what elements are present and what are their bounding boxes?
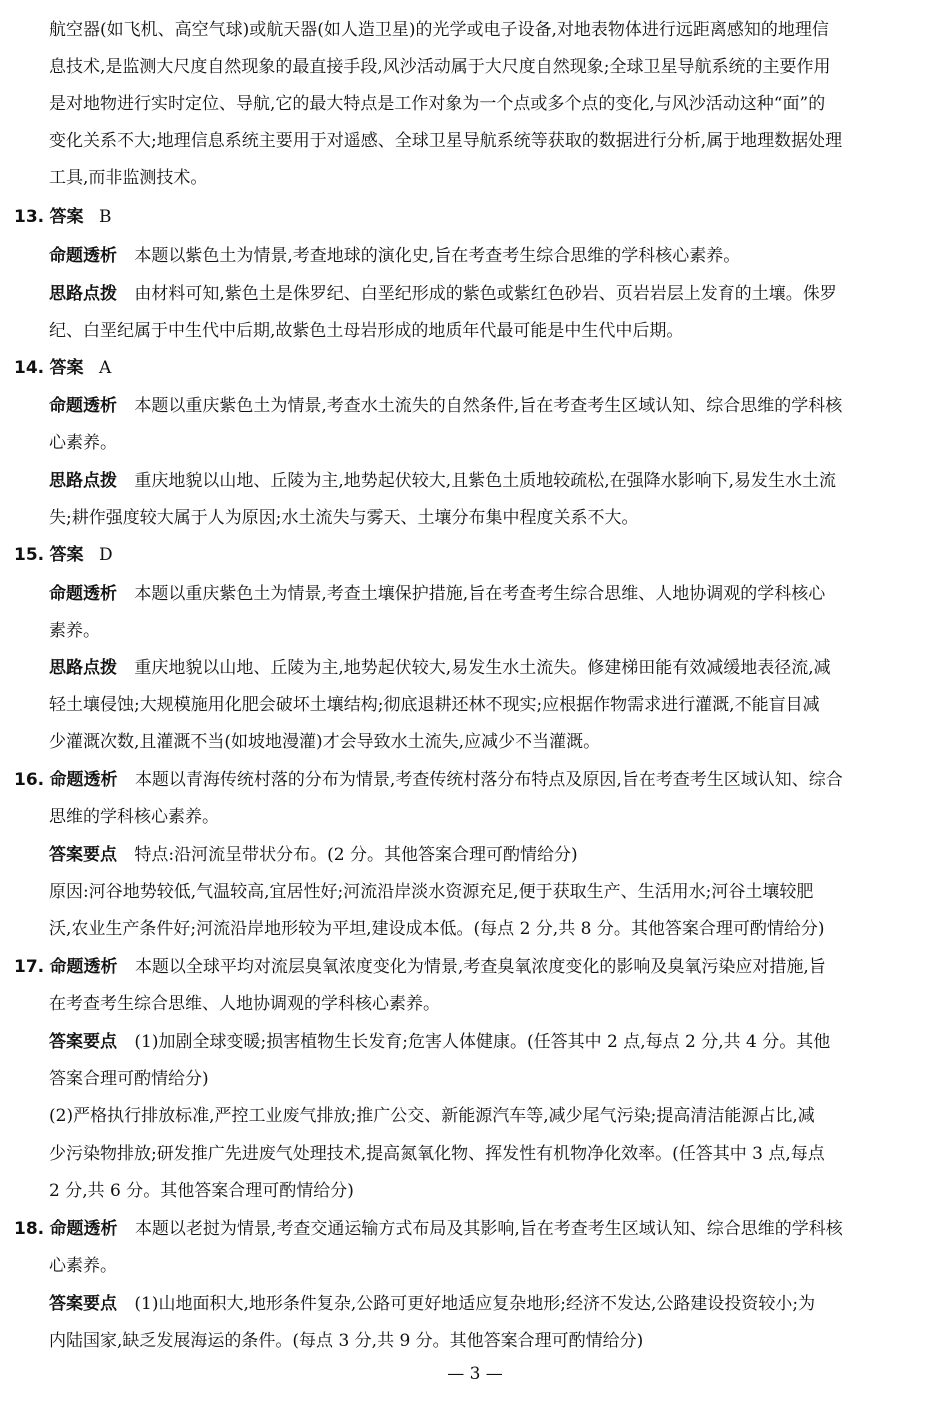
q18-points-text: (1)山地面积大,地形条件复杂,公路可更好地适应复杂地形;经济不发达,公路建设投资较小;为 <box>134 1294 816 1314</box>
q14-number: 14. <box>14 358 45 378</box>
q13-tips-line: 纪、白垩纪属于中生代中后期,故紫色土母岩形成的地质年代最可能是中生代中后期。 <box>49 321 684 341</box>
q16-points-line: 原因:河谷地势较低,气温较高,宜居性好;河流沿岸淡水资源充足,便于获取生产、生活用水;河谷土壤较肥 <box>49 882 814 902</box>
q15-tips-label: 思路点拨 <box>49 658 117 678</box>
top-paragraph-line: 变化关系不大;地理信息系统主要用于对遥感、全球卫星导航系统等获取的数据进行分析,属于地理数据处理 <box>49 131 843 151</box>
q17-intent-row <box>14 949 894 986</box>
q13-number: 13. <box>14 207 45 227</box>
q15-tips-line: 少灌溉次数,且灌溉不当(如坡地漫灌)才会导致水土流失,应减少不当灌溉。 <box>49 732 601 752</box>
top-paragraph-line: 息技术,是监测大尺度自然现象的最直接手段,风沙活动属于大尺度自然现象;全球卫星导航系统的主要作用 <box>49 57 831 77</box>
q16-points-row <box>49 837 929 874</box>
q13-answer-label: 答案 <box>49 207 84 227</box>
top-paragraph-line: 是对地物进行实时定位、导航,它的最大特点是工作对象为一个点或多个点的变化,与风沙活动这种“面”的 <box>49 94 826 114</box>
q15-answer-value: D <box>98 545 113 565</box>
q14-answer-label: 答案 <box>49 358 84 378</box>
page-number: — 3 — <box>447 1364 503 1384</box>
q14-intent-label: 命题透析 <box>49 396 117 416</box>
q18-points-row <box>49 1286 929 1323</box>
q14-intent-text: 本题以重庆紫色土为情景,考查水土流失的自然条件,旨在考查考生区域认知、综合思维的学科核 <box>134 396 843 416</box>
q15-tips-text: 重庆地貌以山地、丘陵为主,地势起伏较大,易发生水土流失。修建梯田能有效减缓地表径流,减 <box>134 658 831 678</box>
q18-points-label: 答案要点 <box>49 1294 117 1314</box>
q16-intent-label: 命题透析 <box>49 770 118 790</box>
q13-intent-text: 本题以紫色土为情景,考查地球的演化史,旨在考查考生综合思维的学科核心素养。 <box>134 246 741 266</box>
q15-intent-text: 本题以重庆紫色土为情景,考查土壤保护措施,旨在考查考生综合思维、人地协调观的学科核心 <box>134 584 826 604</box>
q13-answer-value: B <box>98 207 112 227</box>
q17-number: 17. <box>14 957 45 977</box>
q17-intent-line: 在考查考生综合思维、人地协调观的学科核心素养。 <box>49 994 440 1014</box>
q15-intent-row <box>49 576 929 613</box>
q15-tips-line: 轻土壤侵蚀;大规模施用化肥会破坏土壤结构;彻底退耕还林不现实;应根据作物需求进行灌溉,不能盲目减 <box>49 695 820 715</box>
q14-tips-text: 重庆地貌以山地、丘陵为主,地势起伏较大,且紫色土质地较疏松,在强降水影响下,易发生水土流 <box>134 471 837 491</box>
q18-intent-text: 本题以老挝为情景,考查交通运输方式布局及其影响,旨在考查考生区域认知、综合思维的学科核 <box>134 1219 843 1239</box>
q13-tips-row <box>49 276 929 313</box>
q15-answer-label: 答案 <box>49 545 84 565</box>
q17-points-line: (2)严格执行排放标准,严控工业废气排放;推广公交、新能源汽车等,减少尾气污染;提高清洁能源占比,减 <box>49 1106 815 1126</box>
q15-intent-label: 命题透析 <box>49 584 117 604</box>
q14-intent-row <box>49 388 929 425</box>
q13-intent-label: 命题透析 <box>49 246 117 266</box>
q18-points-line: 内陆国家,缺乏发展海运的条件。(每点 3 分,共 9 分。其他答案合理可酌情给分) <box>49 1331 644 1351</box>
q14-tips-line: 失;耕作强度较大属于人为原因;水土流失与雾天、土壤分布集中程度关系不大。 <box>49 508 639 528</box>
q14-intent-line: 心素养。 <box>49 433 117 453</box>
q14-answer-value: A <box>98 358 112 378</box>
q16-points-text: 特点:沿河流呈带状分布。(2 分。其他答案合理可酌情给分) <box>134 845 578 865</box>
q16-intent-line: 思维的学科核心素养。 <box>49 807 219 827</box>
q13-intent-row <box>49 238 929 275</box>
q17-intent-text: 本题以全球平均对流层臭氧浓度变化为情景,考查臭氧浓度变化的影响及臭氧污染应对措施,旨 <box>134 957 826 977</box>
q14-tips-row <box>49 463 929 500</box>
q15-answer-row <box>14 537 894 574</box>
q16-intent-row <box>14 762 894 799</box>
q16-intent-text: 本题以青海传统村落的分布为情景,考查传统村落分布特点及原因,旨在考查考生区域认知、综合 <box>134 770 843 790</box>
top-paragraph-line: 工具,而非监测技术。 <box>49 168 208 188</box>
q17-points-line: 少污染物排放;研发推广先进废气处理技术,提高氮氧化物、挥发性有机物净化效率。(任答其中 3 点,每点 <box>49 1144 825 1164</box>
q14-tips-label: 思路点拨 <box>49 471 117 491</box>
q17-points-line: 答案合理可酌情给分) <box>49 1069 209 1089</box>
q18-intent-label: 命题透析 <box>49 1219 118 1239</box>
q18-intent-row <box>14 1211 894 1248</box>
q17-points-line: 2 分,共 6 分。其他答案合理可酌情给分) <box>49 1181 354 1201</box>
q13-tips-text: 由材料可知,紫色土是侏罗纪、白垩纪形成的紫色或紫红色砂岩、页岩岩层上发育的土壤。侏罗 <box>134 284 837 304</box>
q15-tips-row <box>49 650 929 687</box>
q17-points-label: 答案要点 <box>49 1032 117 1052</box>
q17-points-text: (1)加剧全球变暖;损害植物生长发育;危害人体健康。(任答其中 2 点,每点 2 分,共 4 分。其他 <box>134 1032 831 1052</box>
q15-intent-line: 素养。 <box>49 621 100 641</box>
q15-number: 15. <box>14 545 45 565</box>
q16-points-line: 沃,农业生产条件好;河流沿岸地形较为平坦,建设成本低。(每点 2 分,共 8 分。其他答案合理可酌情给分) <box>49 919 825 939</box>
q17-points-row <box>49 1024 929 1061</box>
q13-answer-row <box>14 199 894 236</box>
q14-answer-row <box>14 350 894 387</box>
q13-tips-label: 思路点拨 <box>49 284 117 304</box>
q16-number: 16. <box>14 770 45 790</box>
q18-intent-line: 心素养。 <box>49 1256 117 1276</box>
q17-intent-label: 命题透析 <box>49 957 118 977</box>
q16-points-label: 答案要点 <box>49 845 117 865</box>
q18-number: 18. <box>14 1219 45 1239</box>
top-paragraph-line: 航空器(如飞机、高空气球)或航天器(如人造卫星)的光学或电子设备,对地表物体进行远距离感知的地理信 <box>49 20 829 40</box>
